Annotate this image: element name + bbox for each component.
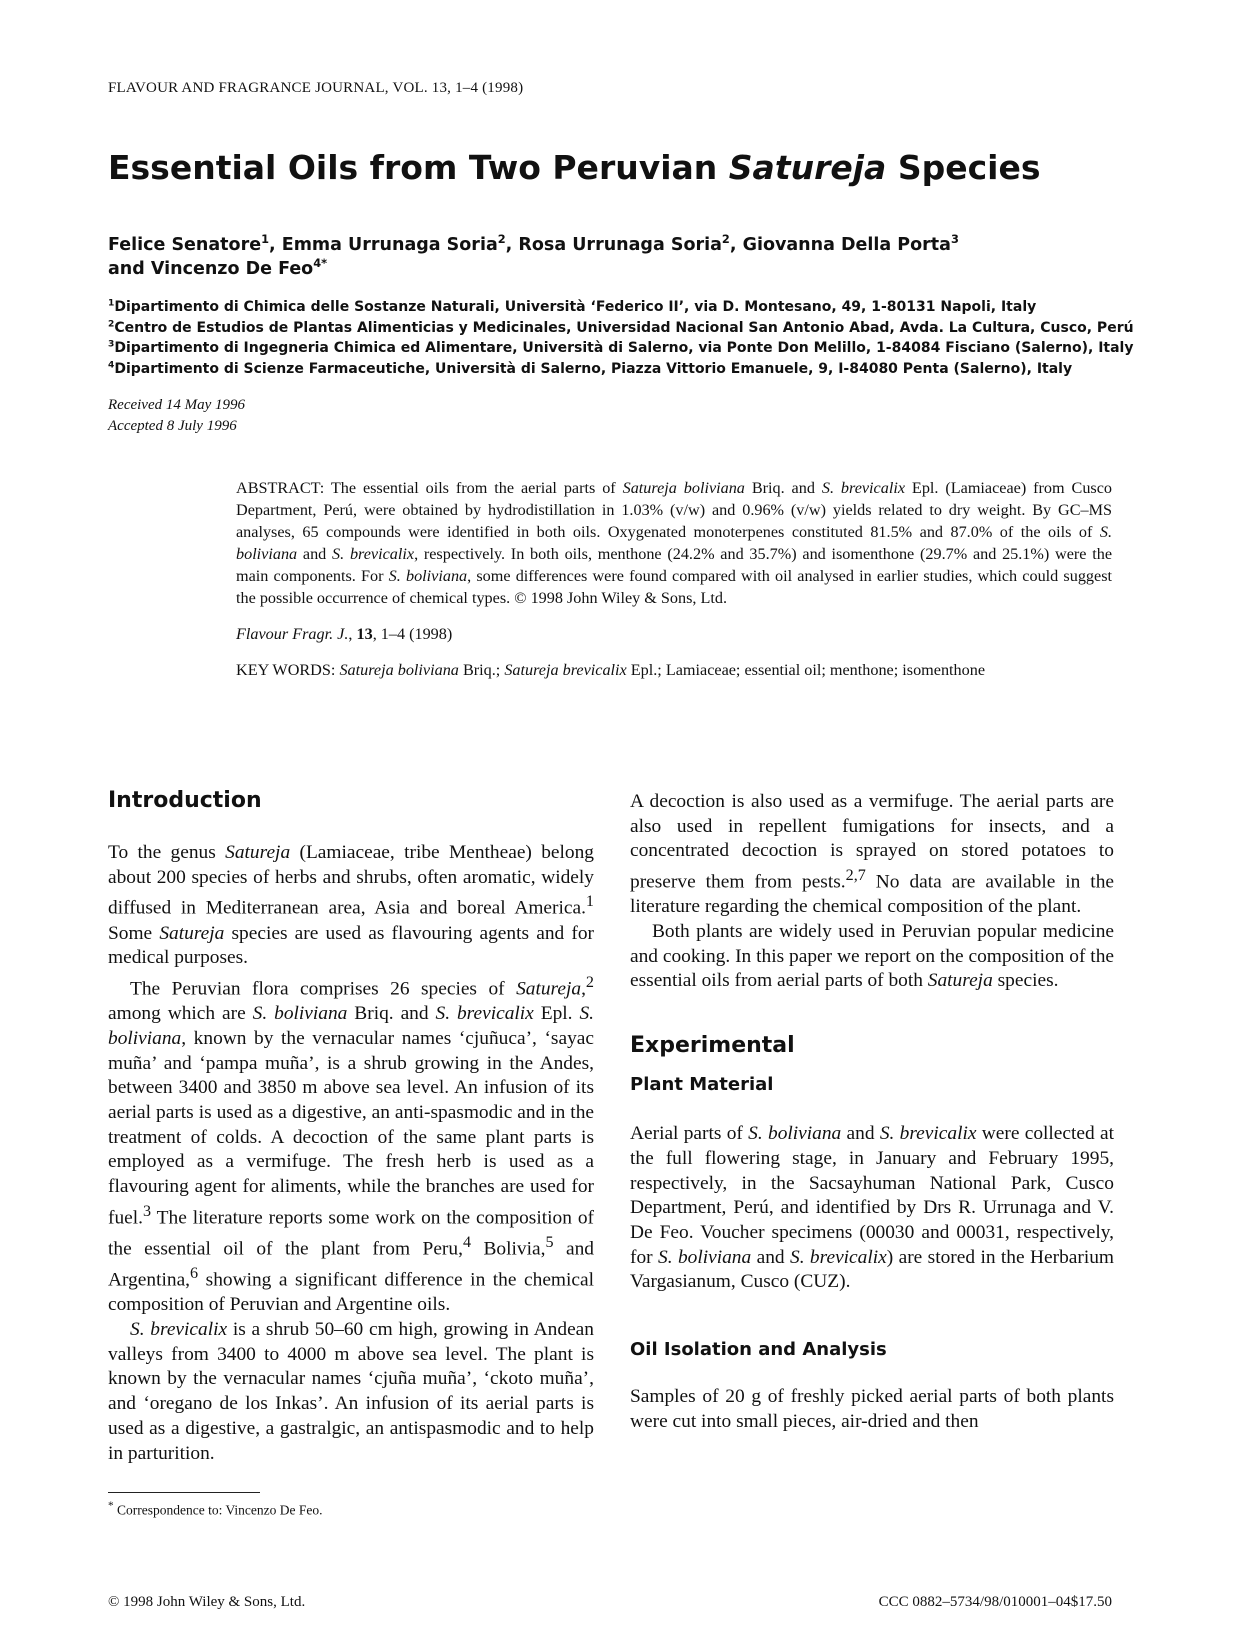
- footnote-text: Correspondence to: Vincenzo De Feo.: [113, 1502, 323, 1518]
- author-affiliation-mark: 1: [261, 232, 269, 247]
- italic-run: Satureja: [927, 970, 993, 992]
- author-separator: ,: [268, 235, 282, 255]
- text-run: (Lamiaceae, tribe Mentheae) belong about 200 species of herbs and shrubs, often aromatic, widely diffused in Mediterranean area, Asia and boreal America.: [108, 842, 594, 919]
- affiliation-line: [108, 318, 1238, 339]
- text-run: Some: [108, 922, 160, 944]
- author-list: [108, 233, 1108, 281]
- reference-superscript: 4: [462, 1233, 472, 1251]
- italic-run: Satureja: [159, 922, 225, 944]
- text-run: , known by the vernacular names ‘cjuñuca’, ‘sayac muña’ and ‘pampa muña’, is a shrub growing in the Andes, between 3400 and 3850 m above sea level. An infusion of its aerial parts is used as a digestive, an anti-spasmodic and in the treatment of colds. A decoction of the same plant parts is employed as a vermifuge. The fresh herb is used as a flavouring agent for aliments, while the branches are used for fuel.: [108, 1027, 594, 1229]
- body-paragraph: [108, 1318, 594, 1466]
- text-run: The Peruvian flora comprises 26 species of: [130, 978, 517, 1000]
- title-part-1: Essential Oils from Two Peruvian: [108, 148, 729, 187]
- affiliation-number: 3: [108, 339, 115, 350]
- text-run: Both plants are widely used in Peruvian popular medicine and cooking. In this paper we report on the composition of the essential oils from aerial parts of both: [630, 920, 1114, 992]
- affiliation-text: Dipartimento di Ingegneria Chimica ed Alimentare, Università di Salerno, via Ponte Don Melillo, 1-84084 Fisciano (Salerno), Italy: [114, 340, 1134, 356]
- corresponding-author-name: Vincenzo De Feo: [150, 259, 314, 279]
- title-genus: Satureja: [728, 148, 887, 187]
- text-run: , some differences were found compared with oil analysed in earlier studies, which could suggest the possible occurrence of chemical types. © 1998 John Wiley & Sons, Ltd.: [236, 567, 1112, 607]
- article-dates: [108, 395, 245, 436]
- author-affiliation-mark: 2: [497, 232, 506, 247]
- text-run: Bolivia,: [471, 1238, 546, 1260]
- italic-run: S. brevicalix: [130, 1319, 228, 1340]
- affiliation-line: [108, 297, 1238, 318]
- italic-run: S. brevicalix: [790, 1246, 887, 1268]
- footer-ccc-code: CCC 0882–5734/98/010001–04$17.50: [878, 1594, 1112, 1610]
- section-heading: Experimental: [630, 1033, 795, 1059]
- italic-run: S. boliviana: [748, 1123, 842, 1145]
- italic-run: Satureja: [516, 978, 582, 1000]
- footnote: [108, 1500, 323, 1519]
- text-run: and: [751, 1246, 790, 1268]
- author-name: Rosa Urrunaga Soria: [518, 235, 722, 255]
- italic-run: S. brevicalix: [879, 1123, 977, 1145]
- text-run: , 1–4 (1998): [372, 625, 453, 643]
- author-line-1: [108, 233, 1108, 257]
- accepted-date: Accepted 8 July 1996: [108, 417, 237, 434]
- subsection-heading: Oil Isolation and Analysis: [630, 1339, 887, 1361]
- text-run: ,: [581, 978, 586, 1000]
- affiliation-line: [108, 338, 1238, 359]
- body-paragraph: [630, 920, 1114, 994]
- italic-run: S. boliviana: [388, 567, 468, 585]
- bold-run: 13: [356, 625, 373, 643]
- author-affiliation-mark: 4*: [313, 256, 328, 271]
- italic-run: S. boliviana: [252, 1003, 348, 1025]
- reference-superscript: 6: [190, 1265, 199, 1283]
- text-run: ) are stored in the Herbarium Vargasianum, Cusco (CUZ).: [630, 1246, 1114, 1293]
- text-run: Aerial parts of: [630, 1123, 749, 1145]
- body-paragraph: [630, 1122, 1114, 1295]
- citation: [236, 623, 1112, 645]
- italic-run: S. boliviana: [108, 1003, 594, 1049]
- author-affiliation-mark: 2: [721, 232, 730, 247]
- affiliation-number: 2: [108, 318, 115, 329]
- italic-run: S. boliviana: [236, 523, 1112, 563]
- affiliation-line: [108, 359, 1238, 380]
- footnote-mark: *: [108, 1500, 114, 1512]
- text-run: To the genus: [108, 842, 226, 863]
- author-separator: ,: [729, 235, 743, 255]
- text-run: and: [297, 545, 333, 563]
- affiliations: [108, 297, 1238, 379]
- italic-run: Satureja boliviana: [339, 661, 459, 679]
- italic-run: Satureja: [225, 842, 291, 863]
- italic-run: Satureja boliviana: [622, 479, 745, 497]
- keywords-label: KEY WORDS:: [236, 661, 336, 679]
- text-run: Epl.; Lamiaceae; essential oil; menthone; isomenthone: [626, 661, 986, 679]
- text-run: The essential oils from the aerial parts of: [324, 479, 623, 497]
- journal-header: FLAVOUR AND FRAGRANCE JOURNAL, VOL. 13, 1–4 (1998): [108, 80, 524, 96]
- affiliation-text: Dipartimento di Scienze Farmaceutiche, Università di Salerno, Piazza Vittorio Emanuele, 9, I-84080 Penta (Salerno), Italy: [114, 360, 1073, 377]
- text-run: Briq. and: [347, 1003, 436, 1025]
- text-run: among which are: [108, 1003, 253, 1025]
- text-run: A decoction is also used as a vermifuge. The aerial parts are also used in repellent fumigations for insects, and a concentrated decoction is sprayed on stored potatoes to preserve them from pests.: [630, 791, 1114, 893]
- text-run: Briq. and: [744, 479, 822, 497]
- reference-superscript: 1: [585, 893, 594, 911]
- body-paragraph: [108, 971, 594, 1318]
- body-paragraph: [108, 841, 594, 971]
- italic-run: S. brevicalix: [821, 479, 906, 497]
- section-heading: Introduction: [108, 788, 262, 813]
- footer-copyright: © 1998 John Wiley & Sons, Ltd.: [108, 1594, 306, 1610]
- text-run: species are used as flavouring agents and for medical purposes.: [108, 922, 594, 969]
- italic-run: S. brevicalix: [332, 545, 415, 563]
- author-separator: ,: [505, 235, 519, 255]
- body-paragraph: [630, 1385, 1114, 1434]
- abstract-block: [236, 477, 1112, 681]
- author-conjunction: and: [108, 259, 151, 279]
- text-run: No data are available in the literature regarding the chemical composition of the plant.: [630, 871, 1114, 918]
- italic-run: S. boliviana: [658, 1246, 752, 1268]
- italic-run: S. brevicalix: [435, 1003, 534, 1025]
- text-run: and Argentina,: [108, 1238, 594, 1291]
- affiliation-text: Dipartimento di Chimica delle Sostanze Naturali, Università ‘Federico II’, via D. Montesano, 49, 1-80131 Napoli, Italy: [114, 299, 1037, 315]
- author-affiliation-mark: 3: [950, 232, 959, 247]
- keywords: [236, 659, 1112, 681]
- article-title: [108, 148, 1040, 188]
- text-run: showing a significant difference in the chemical composition of Peruvian and Argentine oils.: [108, 1269, 594, 1316]
- subsection-heading: Plant Material: [630, 1074, 774, 1096]
- text-run: , respectively. In both oils, menthone (24.2% and 35.7%) and isomenthone (29.7% and 25.1%) were the main components. For: [236, 545, 1113, 585]
- text-run: is a shrub 50–60 cm high, growing in Andean valleys from 3400 to 4000 m above sea level. The plant is known by the vernacular names ‘cjuña muña’, ‘ckoto muña’, and ‘oregano de los Inkas’. An infusion of its aerial parts is used as a digestive, a gastralgic, an antispasmodic and to help in parturition.: [108, 1319, 594, 1464]
- affiliation-text: Centro de Estudios de Plantas Alimenticias y Medicinales, Universidad Nacional San Antonio Abad, Avda. La Cultura, Cusco, Perú: [114, 319, 1134, 336]
- footnote-rule: [108, 1492, 260, 1493]
- italic-run: Satureja brevicalix: [504, 661, 627, 679]
- text-run: and: [841, 1123, 880, 1145]
- text-run: Samples of 20 g of freshly picked aerial parts of both plants were cut into small pieces, air-dried and then: [630, 1386, 1114, 1432]
- text-run: Briq.;: [458, 661, 505, 679]
- affiliation-number: 4: [108, 359, 115, 370]
- text-run: ,: [348, 625, 357, 643]
- author-line-2: [108, 257, 1108, 281]
- title-part-2: Species: [886, 148, 1041, 187]
- reference-superscript: 5: [545, 1233, 554, 1251]
- reference-superscript: 2,7: [845, 867, 866, 885]
- body-paragraph: [630, 790, 1114, 920]
- abstract: [236, 477, 1112, 609]
- author-name: Giovanna Della Porta: [742, 235, 951, 255]
- text-run: Epl. (Lamiaceae) from Cusco Department, Perú, were obtained by hydrodistillation in 1.03% (v/w) and 0.96% (v/w) yields related to dry weight. By GC–MS analyses, 65 compounds were identified in both oils. Oxygenated monoterpenes constituted 81.5% and 87.0% of the oils of: [236, 479, 1112, 541]
- received-date: Received 14 May 1996: [108, 397, 246, 413]
- abstract-label: ABSTRACT:: [236, 479, 325, 497]
- right-column: [630, 790, 1114, 1434]
- author-name: Felice Senatore: [108, 235, 262, 255]
- text-run: were collected at the full flowering stage, in January and February 1995, respectively, in the Sacsayhuman National Park, Cusco Department, Perú, and identified by Drs R. Urrunaga and V. De Feo. Voucher specimens (00030 and 00031, respectively, for: [630, 1123, 1114, 1268]
- italic-run: Flavour Fragr. J.: [236, 625, 349, 643]
- text-run: The literature reports some work on the composition of the essential oil of the plant from Peru,: [108, 1207, 594, 1260]
- text-run: species.: [992, 970, 1059, 992]
- reference-superscript: 3: [143, 1202, 152, 1220]
- reference-superscript: 2: [585, 973, 594, 991]
- author-name: Emma Urrunaga Soria: [281, 235, 498, 255]
- text-run: Epl.: [533, 1003, 580, 1025]
- left-column: [108, 787, 594, 1466]
- affiliation-number: 1: [108, 298, 115, 309]
